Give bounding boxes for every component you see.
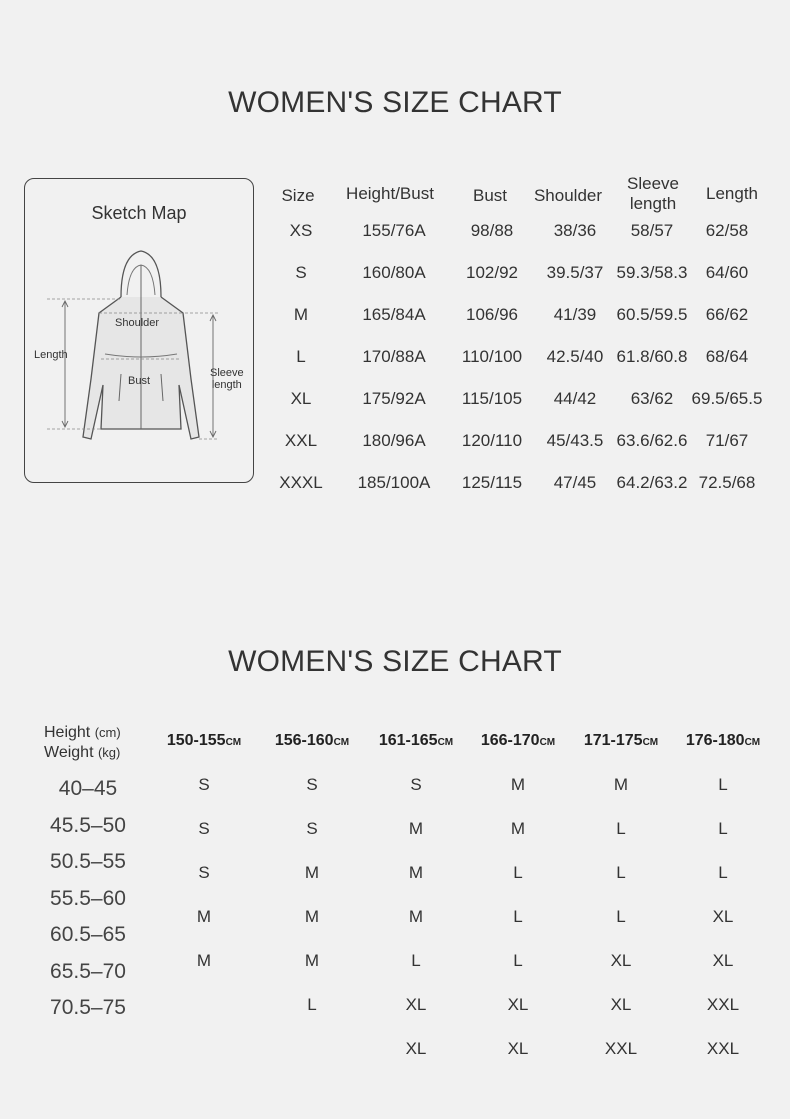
- t1-cell: 69.5/65.5: [691, 389, 763, 408]
- t1-cell: 59.3/58.3: [616, 263, 688, 282]
- t1-cell: 45/43.5: [546, 431, 604, 450]
- t1-cell: 72.5/68: [698, 473, 756, 492]
- row-header-weight-unit: (kg): [97, 745, 121, 760]
- chart1-title: WOMEN'S SIZE CHART: [228, 86, 562, 119]
- t1-cell: 155/76A: [362, 221, 426, 240]
- row-header-height: [44, 723, 121, 743]
- recommended-size-cell: S: [198, 775, 210, 794]
- t1-cell: 106/96: [466, 305, 518, 324]
- column-header-height-range: [463, 732, 573, 750]
- recommended-size-cell: XL: [712, 907, 734, 926]
- t1-cell: 64.2/63.2: [616, 473, 688, 492]
- t1-cell: 120/110: [461, 431, 523, 450]
- recommended-size-cell: L: [411, 951, 421, 970]
- recommended-size-cell: S: [410, 775, 422, 794]
- column-header-range: 161-165: [378, 732, 438, 749]
- t1-cell: 170/88A: [362, 347, 426, 366]
- column-header-height-range: [668, 732, 778, 750]
- t1-cell: S: [295, 263, 307, 282]
- recommended-size-cell: XXL: [604, 1039, 638, 1058]
- recommended-size-cell: M: [408, 907, 424, 926]
- t1-header-sleeve-length: [612, 174, 694, 214]
- recommended-size-cell: L: [718, 819, 728, 838]
- t1-cell: 60.5/59.5: [616, 305, 688, 324]
- recommended-size-cell: XL: [610, 951, 632, 970]
- recommended-size-cell: L: [718, 775, 728, 794]
- t1-cell: 175/92A: [362, 389, 426, 408]
- recommended-size-cell: M: [196, 907, 212, 926]
- t1-cell: 102/92: [466, 263, 518, 282]
- recommended-size-cell: XL: [610, 995, 632, 1014]
- t1-cell: 64/60: [705, 263, 749, 282]
- column-header-range: 156-160: [274, 732, 334, 749]
- t1-cell: XXXL: [279, 473, 323, 492]
- t1-cell: 63/62: [630, 389, 674, 408]
- column-header-unit: CM: [437, 737, 454, 748]
- t1-cell: 38/36: [553, 221, 597, 240]
- column-header-height-range: [149, 732, 259, 750]
- t1-cell: 115/105: [461, 389, 523, 408]
- column-header-height-range: [361, 732, 471, 750]
- bust-label: Bust: [128, 375, 151, 387]
- recommended-size-cell: L: [513, 907, 523, 926]
- recommended-size-cell: M: [196, 951, 212, 970]
- recommended-size-cell: L: [513, 951, 523, 970]
- recommended-size-cell: L: [616, 907, 626, 926]
- recommended-size-cell: XXL: [706, 1039, 740, 1058]
- sketch-map-panel: [24, 178, 254, 483]
- recommended-size-cell: M: [408, 863, 424, 882]
- t1-header-sleeve-line2: length: [629, 194, 677, 213]
- t1-cell: 41/39: [553, 305, 597, 324]
- recommended-size-cell: M: [510, 775, 526, 794]
- recommended-size-cell: M: [304, 863, 320, 882]
- length-label: Length: [34, 349, 68, 361]
- column-header-unit: CM: [539, 737, 556, 748]
- t1-cell: 61.8/60.8: [616, 347, 688, 366]
- weight-range: 45.5–50: [50, 813, 126, 837]
- recommended-size-cell: M: [304, 907, 320, 926]
- column-header-unit: CM: [333, 737, 350, 748]
- recommended-size-cell: S: [306, 775, 318, 794]
- column-header-range: 166-170: [480, 732, 540, 749]
- recommended-size-cell: M: [304, 951, 320, 970]
- sleeve-length-label: [210, 367, 244, 391]
- t1-cell: 62/58: [705, 221, 749, 240]
- jacket-sketch-icon: [25, 179, 255, 484]
- t1-cell: 44/42: [553, 389, 597, 408]
- column-header-range: 176-180: [685, 732, 745, 749]
- row-header-weight-label: Weight: [44, 744, 94, 761]
- weight-range: 70.5–75: [50, 996, 126, 1019]
- t1-cell: 66/62: [705, 305, 749, 324]
- t1-cell: 58/57: [630, 221, 674, 240]
- weight-range: 55.5–60: [50, 886, 126, 910]
- weight-range: 60.5–65: [50, 923, 126, 946]
- sketch-map-title: Sketch Map: [91, 203, 187, 223]
- t1-cell: 63.6/62.6: [616, 431, 688, 450]
- t1-header-length: Length: [706, 184, 758, 203]
- t1-cell: 165/84A: [362, 305, 426, 324]
- recommended-size-cell: XL: [405, 1039, 427, 1058]
- recommended-size-cell: M: [510, 819, 526, 838]
- column-header-range: 171-175: [583, 732, 643, 749]
- recommended-size-cell: XL: [712, 951, 734, 970]
- column-header-unit: CM: [744, 737, 761, 748]
- t1-cell: 98/88: [470, 221, 514, 240]
- column-header-height-range: [566, 732, 676, 750]
- t1-cell: 42.5/40: [546, 347, 604, 366]
- recommended-size-cell: L: [307, 995, 317, 1014]
- t1-cell: 39.5/37: [546, 263, 604, 282]
- recommended-size-cell: L: [718, 863, 728, 882]
- t1-cell: 125/115: [461, 473, 523, 492]
- t1-header-sleeve-line1: Sleeve: [627, 174, 679, 193]
- t1-header-shoulder: Shoulder: [533, 186, 603, 205]
- weight-range: 40–45: [58, 777, 118, 800]
- column-header-range: 150-155: [166, 732, 226, 749]
- recommended-size-cell: XL: [507, 995, 529, 1014]
- recommended-size-cell: XL: [507, 1039, 529, 1058]
- t1-header-height-bust: Height/Bust: [346, 184, 434, 203]
- recommended-size-cell: S: [306, 819, 318, 838]
- recommended-size-cell: XL: [405, 995, 427, 1014]
- row-header-height-unit: (cm): [94, 725, 121, 740]
- t1-cell: 47/45: [553, 473, 597, 492]
- recommended-size-cell: M: [408, 819, 424, 838]
- t1-header-bust: Bust: [472, 186, 508, 205]
- column-header-unit: CM: [225, 737, 242, 748]
- weight-range: 65.5–70: [50, 959, 126, 983]
- recommended-size-cell: XXL: [706, 995, 740, 1014]
- t1-cell: 68/64: [705, 347, 749, 366]
- recommended-size-cell: S: [198, 863, 210, 882]
- column-header-height-range: [257, 732, 367, 750]
- row-header-weight: [44, 743, 120, 763]
- sleeve-label-line2: length: [211, 379, 242, 391]
- chart2-title: WOMEN'S SIZE CHART: [228, 645, 562, 678]
- t1-header-size: Size: [281, 186, 315, 205]
- sleeve-label-line1: Sleeve: [210, 367, 244, 379]
- t1-cell: M: [293, 305, 309, 324]
- t1-cell: XXL: [284, 431, 318, 450]
- recommended-size-cell: S: [198, 819, 210, 838]
- recommended-size-cell: L: [513, 863, 523, 882]
- row-header-height-label: Height: [44, 724, 91, 741]
- recommended-size-cell: L: [616, 863, 626, 882]
- recommended-size-cell: M: [613, 775, 629, 794]
- t1-cell: 160/80A: [362, 263, 426, 282]
- t1-cell: 185/100A: [357, 473, 431, 492]
- t1-cell: L: [296, 347, 306, 366]
- column-header-unit: CM: [642, 737, 659, 748]
- shoulder-label: Shoulder: [115, 317, 160, 329]
- t1-cell: 110/100: [461, 347, 523, 366]
- t1-cell: XL: [290, 389, 312, 408]
- t1-cell: 180/96A: [362, 431, 426, 450]
- recommended-size-cell: L: [616, 819, 626, 838]
- t1-cell: XS: [289, 221, 313, 240]
- t1-cell: 71/67: [705, 431, 749, 450]
- weight-range: 50.5–55: [50, 850, 126, 873]
